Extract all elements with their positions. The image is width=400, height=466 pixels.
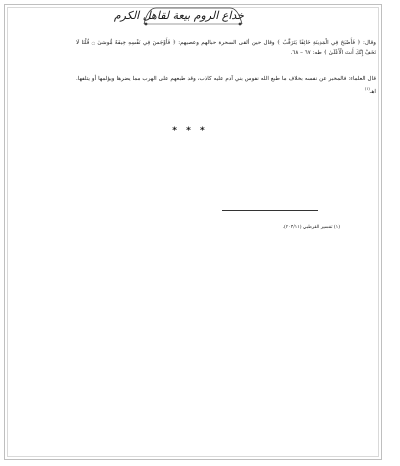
paragraph-1 [76, 38, 376, 58]
footnote-reference[interactable]: (١) [364, 86, 370, 91]
para1-intro: وقال: [362, 40, 376, 46]
footnote-divider [222, 210, 318, 211]
header-title: خداع الروم بيعة لقاهل الكرم [113, 9, 244, 22]
quran-verse-2: ﴿ فَأَوْجَسَ فِي نَفْسِهِ خِيفَةً مُّوسَىٰ ۝ قُلْنَا لَا تَخَفْ إِنَّكَ أَنتَ الْأَعْلَىٰ ﴾ [76, 40, 376, 56]
quran-verse-1: ﴿ فَأَصْبَحَ فِي الْمَدِينَةِ خَائِفًا يَتَرَقَّبُ ﴾ [276, 40, 361, 46]
para2-text: قال العلماء: فالمخبر عن نفسه بخلاف ما طبع الله نفوس بني آدم عليه كاذب، وقد طبعهم على الهرب مما يضرها ويؤلمها أو يتلفها. اهـ [76, 76, 376, 95]
paragraph-2 [76, 74, 376, 97]
section-separator: * * * [172, 126, 208, 136]
para1-middle: وقال حين ألقى السحرة حبالهم وعصيهم: [178, 40, 275, 46]
footnote-text: (١) تفسير القرطبي (٢٠٣/١١). [282, 225, 340, 230]
page-frame [4, 4, 382, 460]
verse-citation: طه: ٦٧ – ٦٨. [290, 50, 322, 56]
